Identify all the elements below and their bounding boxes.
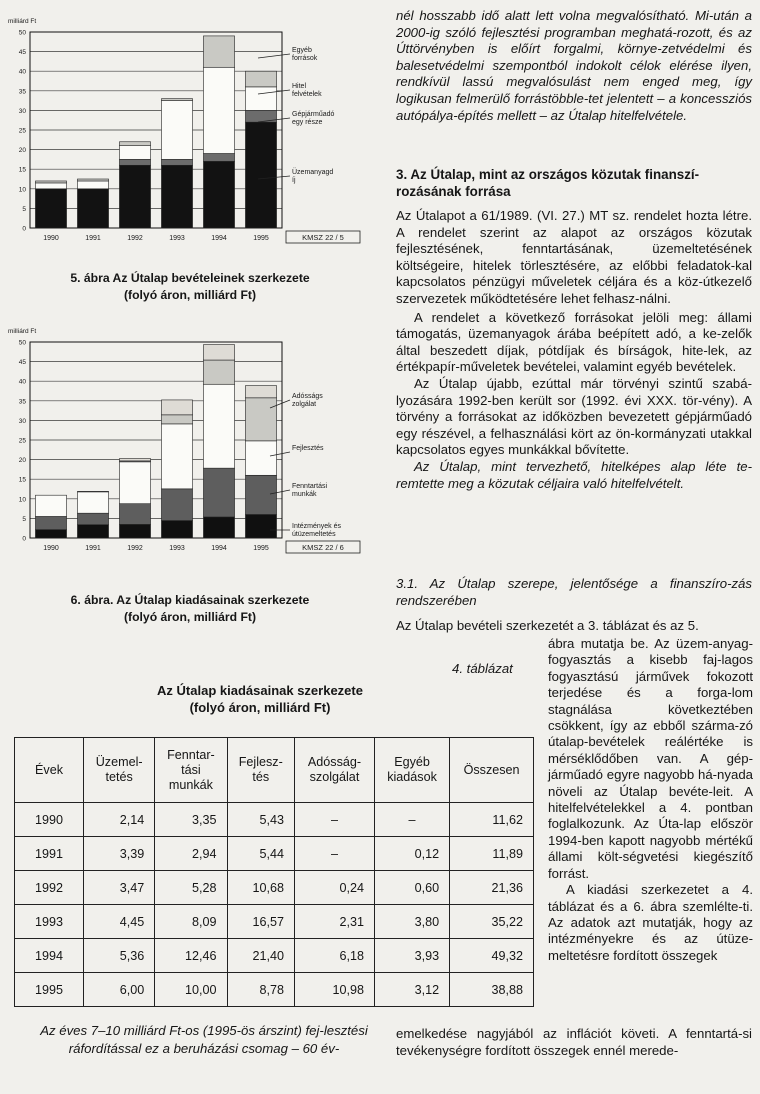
bar-segment	[203, 360, 234, 384]
table-value-cell: 5,43	[227, 803, 294, 837]
y-tick-label: 45	[18, 359, 26, 367]
table-value-cell: 38,88	[450, 973, 534, 1007]
legend-label: Hitel	[292, 83, 307, 90]
bar-segment	[245, 87, 276, 111]
bar-segment	[161, 489, 192, 521]
legend-leader	[258, 54, 290, 58]
legend-label: Egyéb	[292, 47, 312, 54]
table-header-cell: Fejlesz- tés	[227, 738, 294, 803]
y-tick-label: 30	[18, 107, 26, 115]
bar-segment	[77, 179, 108, 181]
y-tick-label: 0	[22, 225, 26, 233]
x-tick-label: 1990	[43, 235, 59, 242]
bar-segment	[77, 525, 108, 538]
legend-label: Üzemanyagd	[292, 169, 334, 176]
bar-segment	[161, 101, 192, 160]
figure-5-caption	[10, 270, 370, 304]
bar-segment	[203, 345, 234, 360]
table-4-title-line1: Az Útalap kiadásainak szerkezete	[157, 683, 363, 698]
table-value-cell: 6,18	[294, 939, 374, 973]
table-value-cell: 21,36	[450, 871, 534, 905]
table-value-cell: 8,09	[155, 905, 227, 939]
table-header-row	[15, 738, 534, 803]
x-tick-label: 1993	[169, 235, 185, 242]
y-tick-label: 10	[18, 186, 26, 194]
table-value-cell: 21,40	[227, 939, 294, 973]
legend-label: Intézmények és	[292, 523, 342, 530]
left-bottom-paragraph: Az éves 7–10 milliárd Ft-os (1995-ös árszint) fej-lesztési ráfordítással ez a beruházási csomag – 60 év-	[40, 1023, 368, 1056]
bar-segment	[35, 189, 66, 228]
bar-segment	[35, 183, 66, 189]
table-year-cell: 1990	[15, 803, 84, 837]
table-header-cell: Fenntar- tási munkák	[155, 738, 227, 803]
bar-segment	[203, 384, 234, 468]
table-value-cell: –	[294, 837, 374, 871]
table-4-title	[60, 682, 460, 716]
table-value-cell: 2,31	[294, 905, 374, 939]
table-header-cell: Adósság- szolgálat	[294, 738, 374, 803]
x-tick-label: 1993	[169, 545, 185, 552]
paragraph-4: Az Útalap, mint tervezhető, hitelképes alap léte te-remtette meg a közutak céljaira való hitelfelvételt.	[396, 458, 752, 491]
x-tick-label: 1992	[127, 545, 143, 552]
y-tick-label: 5	[22, 515, 26, 523]
figure-6-caption-line2: (folyó áron, milliárd Ft)	[123, 610, 257, 624]
y-tick-label: 5	[22, 205, 26, 213]
table-value-cell: 49,32	[450, 939, 534, 973]
table-header-cell: Egyéb kiadások	[374, 738, 449, 803]
table-value-cell: 3,35	[155, 803, 227, 837]
right-bottom-paragraph: emelkedése nagyjából az inflációt követi. A fenntartá-si tevékenységre fordított összegek ennél merede-	[396, 1026, 752, 1058]
table-year-cell: 1995	[15, 973, 84, 1007]
table-value-cell: 2,14	[84, 803, 155, 837]
y-tick-label: 10	[18, 496, 26, 504]
figure-6-chart	[8, 324, 368, 580]
paragraph-1: Az Útalapot a 61/1989. (VI. 27.) MT sz. rendelet hozta létre. A rendelet szerint az alapot az országos közutak fejlesztésének, fenntartásának, üzemeltetésének költségeire, hitelek törlesztésére, az előbbi feladatok-kal kapcsolatos pénzügyi műveletek céljára és a köz-útkezelő szervezetek működtetésére lehet felhasz-nálni.	[396, 208, 752, 306]
bar-segment	[77, 492, 108, 513]
bar-segment	[161, 165, 192, 228]
table-header-cell: Évek	[15, 738, 84, 803]
bar-segment	[203, 468, 234, 517]
x-tick-label: 1994	[211, 545, 227, 552]
y-tick-label: 25	[18, 437, 26, 445]
bar-segment	[35, 530, 66, 538]
x-tick-label: 1995	[253, 235, 269, 242]
figure-5-chart	[8, 14, 368, 266]
x-tick-label: 1994	[211, 235, 227, 242]
paragraph-3: Az Útalap újabb, ezúttal már törvényi szintű szabá-lyozására 1992-ben került sor (1992. évi XXX. tör-vény). A törvény a forrásokat az időközben bevezetett gépjárműadó egy részével, a felhasználási kört az ön-kormányzati utakkal kapcsolatos egyes munkákkal bővítette.	[396, 375, 752, 458]
table-value-cell: 11,62	[450, 803, 534, 837]
table-value-cell: 5,36	[84, 939, 155, 973]
bar-segment	[119, 165, 150, 228]
figure-code: KMSZ 22 / 6	[302, 543, 344, 552]
table-header-cell: Üzemel- tetés	[84, 738, 155, 803]
y-tick-label: 0	[22, 535, 26, 543]
table-row	[15, 837, 534, 871]
table-value-cell: 0,60	[374, 871, 449, 905]
table-value-cell: 2,94	[155, 837, 227, 871]
subsection-3-1-heading: 3.1. Az Útalap szerepe, jelentősége a finanszíro-zás rendszerében	[396, 576, 752, 608]
figure-5-caption-line1: 5. ábra Az Útalap bevételeinek szerkezete	[70, 271, 310, 285]
table-value-cell: 3,80	[374, 905, 449, 939]
legend-label: munkák	[292, 491, 317, 498]
bar-segment	[77, 513, 108, 525]
table-value-cell: 3,93	[374, 939, 449, 973]
table-value-cell: 0,12	[374, 837, 449, 871]
bar-segment	[203, 36, 234, 67]
y-tick-label: 40	[18, 68, 26, 76]
y-axis-label: milliárd Ft	[8, 328, 37, 335]
bar-segment	[77, 189, 108, 228]
x-tick-label: 1991	[85, 235, 101, 242]
bar-segment	[203, 67, 234, 153]
y-tick-label: 40	[18, 378, 26, 386]
figure-5-svg	[8, 14, 368, 266]
bar-segment	[161, 415, 192, 424]
legend-label: források	[292, 55, 318, 62]
figure-6-caption	[10, 592, 370, 626]
legend-label: Fenntartási	[292, 483, 328, 490]
legend-label: Gépjárműadó	[292, 111, 335, 118]
table-value-cell: 3,12	[374, 973, 449, 1007]
bar-segment	[77, 181, 108, 189]
y-tick-label: 35	[18, 398, 26, 406]
legend-label: Fejlesztés	[292, 445, 324, 452]
table-row	[15, 803, 534, 837]
bar-segment	[203, 154, 234, 162]
bar-segment	[119, 159, 150, 165]
table-row	[15, 973, 534, 1007]
table-year-cell: 1991	[15, 837, 84, 871]
bar-segment	[245, 475, 276, 514]
bar-segment	[245, 514, 276, 538]
table-row	[15, 939, 534, 973]
table-value-cell: 5,28	[155, 871, 227, 905]
bar-segment	[119, 459, 150, 461]
table-value-cell: 11,89	[450, 837, 534, 871]
legend-label: íj	[292, 177, 296, 184]
table-header-cell: Összesen	[450, 738, 534, 803]
table-value-cell: 6,00	[84, 973, 155, 1007]
table-row	[15, 905, 534, 939]
y-tick-label: 25	[18, 127, 26, 135]
figure-6-svg	[8, 324, 368, 580]
y-axis-label: milliárd Ft	[8, 18, 37, 25]
bar-segment	[161, 521, 192, 538]
x-tick-label: 1991	[85, 545, 101, 552]
legend-label: egy része	[292, 119, 323, 126]
paragraph-5-start: Az Útalap bevételi szerkezetét a 3. táblázat és az 5.	[396, 618, 699, 633]
table-4-title-line2: (folyó áron, milliárd Ft)	[189, 700, 331, 715]
table-value-cell: –	[294, 803, 374, 837]
table-value-cell: 3,39	[84, 837, 155, 871]
figure-6-caption-line1: 6. ábra. Az Útalap kiadásainak szerkezete	[70, 593, 310, 607]
x-tick-label: 1995	[253, 545, 269, 552]
table-value-cell: 5,44	[227, 837, 294, 871]
right-column-top	[396, 8, 752, 124]
bar-segment	[119, 142, 150, 146]
x-tick-label: 1990	[43, 545, 59, 552]
expenditure-table	[14, 737, 534, 1007]
bar-segment	[161, 400, 192, 415]
bar-segment	[119, 146, 150, 160]
table-value-cell: 10,00	[155, 973, 227, 1007]
figure-code: KMSZ 22 / 5	[302, 233, 344, 242]
bar-segment	[245, 122, 276, 228]
section-3-heading: 3. Az Útalap, mint az országos közutak finanszí-rozásának forrása	[396, 167, 700, 199]
bar-segment	[245, 441, 276, 475]
bar-segment	[245, 71, 276, 87]
bar-segment	[119, 504, 150, 525]
wrapped-text-2: A kiadási szerkezetet a 4. táblázat és a 6. ábra szemlélte-ti. Az adatok azt mutatják, hogy az intézményekre és az útüze-meltetésre fordított összegek	[548, 882, 753, 963]
table-year-cell: 1992	[15, 871, 84, 905]
section-3-body	[396, 208, 752, 492]
intro-paragraph: nél hosszabb idő alatt lett volna megvalósítható. Mi-után a 2000-ig szóló fejlesztési programban meghatá-rozott, és az Úttörvényben is előírt forgalmi, környe-zetvédelmi és balesetvédelmi szempontból indokolt célok elérése ilyen, rendkívül lassú megvalósulást nem enged meg, így logikusan felmerülő forrástöbble-tet jelentett – a koncessziós autópálya-építés mellett – az Útalap hitelfelvétele.	[396, 8, 752, 123]
table-year-cell: 1993	[15, 905, 84, 939]
figure-5-caption-line2: (folyó áron, milliárd Ft)	[123, 288, 257, 302]
bar-segment	[35, 516, 66, 529]
wrapped-text-1: ábra mutatja be. Az üzem-anyag-fogyasztás a kisebb faj-lagos fogyasztású járművek fokozott terjedése és a forga-lom stagnálása következtében csökkent, így az ebből szárma-zó útalap-bevételek reálértéke is mérséklődőben van. A gép-járműadó egyre nagyobb há-nyada növeli az Útalap bevéte-leit. A hitelfelvételekkel a 4. pontban foglalkozunk. Az Úta-lap először 1994-ben kapott nagyobb mértékű állami költ-ségvetési kiegészítő forrást.	[548, 636, 753, 881]
wrapped-paragraph-1	[548, 636, 753, 964]
y-tick-label: 50	[18, 29, 26, 37]
table-value-cell: 12,46	[155, 939, 227, 973]
table-value-cell: 3,47	[84, 871, 155, 905]
legend-label: útüzemeltetés	[292, 531, 336, 538]
paragraph-2: A rendelet a következő forrásokat jelöli meg: állami támogatás, üzemanyagok árába beépített adó, a ke-zelők által beszedett díjak, pótdíjak és bírságok, hite-lek, az értékpapír-műveletek bevételei, valamint egyéb bevételek.	[396, 309, 752, 375]
table-value-cell: 4,45	[84, 905, 155, 939]
bar-segment	[245, 398, 276, 441]
y-tick-label: 15	[18, 476, 26, 484]
table-4-label: 4. táblázat	[452, 661, 513, 676]
y-tick-label: 15	[18, 166, 26, 174]
y-tick-label: 50	[18, 339, 26, 347]
legend-label: felvételek	[292, 91, 322, 98]
bar-segment	[119, 524, 150, 538]
y-tick-label: 35	[18, 88, 26, 96]
bar-segment	[161, 159, 192, 165]
table-value-cell: –	[374, 803, 449, 837]
bar-segment	[161, 424, 192, 489]
table-value-cell: 10,68	[227, 871, 294, 905]
bar-segment	[161, 99, 192, 101]
table-year-cell: 1994	[15, 939, 84, 973]
y-tick-label: 45	[18, 49, 26, 57]
table-value-cell: 16,57	[227, 905, 294, 939]
bar-segment	[35, 181, 66, 183]
table-value-cell: 8,78	[227, 973, 294, 1007]
bar-segment	[119, 462, 150, 504]
table-value-cell: 10,98	[294, 973, 374, 1007]
table-value-cell: 35,22	[450, 905, 534, 939]
table-value-cell: 0,24	[294, 871, 374, 905]
table-row	[15, 871, 534, 905]
bar-segment	[203, 161, 234, 228]
y-tick-label: 20	[18, 147, 26, 155]
bar-segment	[35, 495, 66, 516]
bar-segment	[203, 517, 234, 538]
legend-label: zolgálat	[292, 401, 317, 408]
y-tick-label: 30	[18, 417, 26, 425]
legend-label: Adósságs	[292, 393, 323, 400]
y-tick-label: 20	[18, 457, 26, 465]
bar-segment	[245, 386, 276, 398]
x-tick-label: 1992	[127, 235, 143, 242]
